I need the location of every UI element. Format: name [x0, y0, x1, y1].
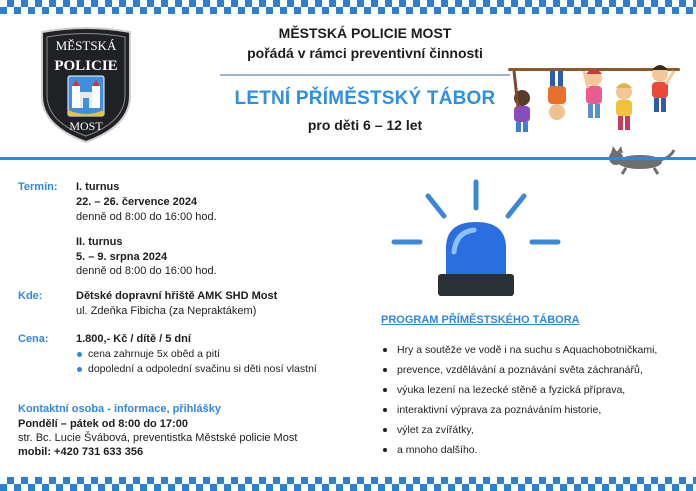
organizer-subtitle: pořádá v rámci preventivní činnosti	[247, 45, 483, 61]
turn1-dates: 22. – 26. července 2024	[76, 196, 198, 208]
program-item: prevence, vzdělávání a poznávání světa záchranářů,	[381, 360, 657, 380]
program-heading: PROGRAM PŘÍMĚSTSKÉHO TÁBORA	[381, 314, 580, 326]
place-name: Dětské dopravní hřiště AMK SHD Most	[76, 290, 278, 302]
program-item: interaktivní výprava za poznáváním historie,	[381, 400, 657, 420]
header-divider	[220, 74, 510, 76]
program-item: výuka lezení na lezecké stěně a fyzická příprava,	[381, 380, 657, 400]
program-list	[381, 340, 657, 460]
contact-person: str. Bc. Lucie Švábová, preventistka Městské policie Most	[18, 432, 298, 444]
checkered-border-top	[0, 0, 696, 14]
price-note-lunch: cena zahrnuje 5x oběd a pití	[76, 348, 220, 360]
camp-title: LETNÍ PŘÍMĚSTSKÝ TÁBOR	[234, 88, 496, 109]
turn2-dates: 5. – 9. srpna 2024	[76, 251, 168, 263]
children-illustration	[508, 52, 680, 134]
emblem-top-text: MĚSTSKÁ	[55, 38, 117, 53]
emblem-middle-text: POLICIE	[54, 58, 118, 74]
contact-hours: Pondělí – pátek od 8:00 do 17:00	[18, 418, 188, 430]
contact-heading: Kontaktní osoba - informace, přihlášky	[18, 403, 221, 415]
turn2-title: II. turnus	[76, 236, 123, 248]
program-item: Hry a soutěže ve vodě i na suchu s Aquachobotničkami,	[381, 340, 657, 360]
term-label: Termín:	[18, 181, 58, 193]
contact-phone: mobil: +420 731 633 356	[18, 446, 144, 458]
header-blue-divider	[0, 157, 696, 160]
place-label: Kde:	[18, 290, 43, 302]
price-note-snack: dopolední a odpolední svačinu si děti nosí vlastní	[76, 363, 317, 375]
police-siren-icon	[386, 176, 566, 302]
age-range: pro děti 6 – 12 let	[307, 117, 423, 133]
place-street: ul. Zdeňka Fibicha (za Nepraktákem)	[76, 305, 257, 317]
turn1-title: I. turnus	[76, 181, 120, 193]
emblem-bottom-text: MOST	[69, 119, 103, 133]
police-emblem-icon	[38, 26, 134, 144]
price-amount: 1.800,- Kč / dítě / 5 dní	[76, 333, 191, 345]
organizer-heading: MĚSTSKÁ POLICIE MOST	[278, 25, 452, 41]
program-item: a mnoho dalšího.	[381, 440, 657, 460]
turn2-hours: denně od 8:00 do 16:00 hod.	[76, 265, 217, 277]
turn1-hours: denně od 8:00 do 16:00 hod.	[76, 211, 217, 223]
program-item: výlet za zvířátky,	[381, 420, 657, 440]
price-label: Cena:	[18, 333, 49, 345]
checkered-border-bottom	[0, 477, 696, 491]
